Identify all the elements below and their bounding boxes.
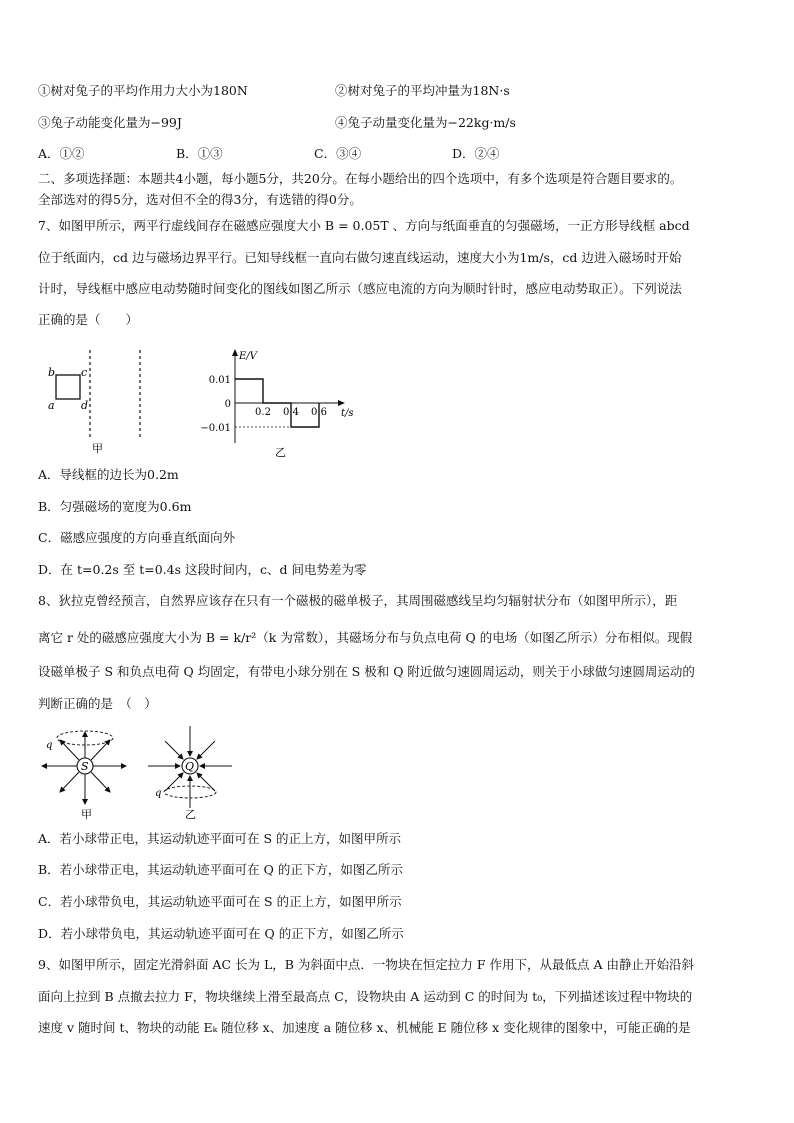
q7-option-a: A．导线框的边长为0.2m — [38, 467, 179, 482]
q8-stem-line3: 设磁单极子 S 和负点电荷 Q 均固定，有带电小球分别在 S 极和 Q 附近做匀速圆周运动，则关于小球做匀速圆周运动的 — [38, 664, 695, 679]
x-axis-label: t/s — [341, 408, 354, 419]
q6-statement-1: ①树对兔子的平均作用力大小为180N — [38, 83, 248, 98]
x-tick-0-6: 0.6 — [311, 407, 327, 418]
q6-choice-d: D．②④ — [452, 146, 500, 161]
q7-option-b: B．匀强磁场的宽度为0.6m — [38, 499, 192, 514]
label-q-yi: q — [155, 788, 162, 799]
square-wire-frame — [56, 375, 80, 399]
q6-statement-2: ②树对兔子的平均冲量为18N·s — [335, 83, 510, 98]
q9-stem-line1: 9、如图甲所示，固定光滑斜面 AC 长为 L，B 为斜面中点．一物块在恒定拉力 F 作用下，从最低点 A 由静止开始沿斜 — [38, 957, 695, 972]
q8-stem-line2: 离它 r 处的磁感应强度大小为 B = k/r²（k 为常数），其磁场分布与负点电荷 Q 的电场（如图乙所示）分布相似。现假 — [38, 630, 693, 645]
q7-option-d: D．在 t=0.2s 至 t=0.4s 这段时间内，c、d 间电势差为零 — [38, 562, 367, 577]
label-q-jia: q — [46, 740, 53, 751]
section2-heading-line1: 二、多项选择题：本题共4小题，每小题5分，共20分。在每小题给出的四个选项中，有多个选项是符合题目要求的。 — [38, 171, 683, 186]
label-d: d — [81, 399, 89, 412]
label-b: b — [48, 366, 56, 379]
q8-option-b: B．若小球带正电，其运动轨迹平面可在 Q 的正下方，如图乙所示 — [38, 862, 403, 877]
caption-jia-q8: 甲 — [81, 808, 92, 821]
label-s: S — [81, 760, 89, 773]
q6-statement-4: ④兔子动量变化量为−22kg·m/s — [335, 115, 516, 130]
charge-q-figure — [148, 726, 232, 821]
q7-stem-line2: 位于纸面内，cd 边与磁场边界平行。已知导线框一直向右做匀速直线运动，速度大小为1m/s，cd 边进入磁场时开始 — [38, 250, 682, 265]
q8-stem-line4: 判断正确的是 （ ） — [38, 696, 157, 711]
q7-figure-jia — [40, 345, 160, 460]
q9-stem-line3: 速度 v 随时间 t、物块的动能 Eₖ 随位移 x、加速度 a 随位移 x、机械能 E 随位移 x 变化规律的图象中，可能正确的是 — [38, 1020, 691, 1035]
q7-stem-line3: 计时，导线框中感应电动势随时间变化的图线如图乙所示（感应电流的方向为顺时针时，感应电动势取正）。下列说法 — [38, 281, 682, 296]
q8-option-d: D．若小球带负电，其运动轨迹平面可在 Q 的正下方，如图乙所示 — [38, 926, 404, 941]
q8-figures — [38, 722, 248, 822]
q6-choice-a: A．①② — [38, 146, 85, 161]
label-Q: Q — [185, 760, 195, 773]
q9-stem-line2: 面向上拉到 B 点撤去拉力 F，物块继续上滑至最高点 C，设物块由 A 运动到 C 的时间为 t₀，下列描述该过程中物块的 — [38, 989, 693, 1004]
q6-choice-c: C．③④ — [314, 146, 362, 161]
section2-heading-line2: 全部选对的得5分，选对但不全的得3分，有选错的得0分。 — [38, 192, 362, 207]
q6-statement-3: ③兔子动能变化量为−99J — [38, 115, 182, 130]
caption-yi-q8: 乙 — [185, 808, 196, 821]
q8-stem-line1: 8、狄拉克曾经预言，自然界应该存在只有一个磁极的磁单极子，其周围磁感线呈均匀辐射状分布（如图甲所示），距 — [38, 593, 678, 608]
caption-yi: 乙 — [275, 446, 286, 459]
x-axis-arrow — [338, 400, 345, 406]
caption-jia: 甲 — [92, 442, 103, 455]
x-tick-0-4: 0.4 — [283, 407, 299, 418]
q7-option-c: C．磁感应强度的方向垂直纸面向外 — [38, 530, 236, 545]
y-tick-zero: 0 — [224, 399, 231, 410]
label-a: a — [48, 399, 55, 412]
y-axis-arrow — [232, 349, 238, 356]
q8-option-c: C．若小球带负电，其运动轨迹平面可在 S 的正上方，如图甲所示 — [38, 894, 402, 909]
y-tick-neg: −0.01 — [200, 423, 231, 434]
y-tick-pos: 0.01 — [208, 375, 231, 386]
x-tick-0-2: 0.2 — [255, 407, 271, 418]
y-axis-label: E/V — [239, 351, 257, 362]
q8-option-a: A．若小球带正电，其运动轨迹平面可在 S 的正上方，如图甲所示 — [38, 831, 402, 846]
q7-stem-line1: 7、如图甲所示，两平行虚线间存在磁感应强度大小 B = 0.05T 、方向与纸面垂直的匀强磁场，一正方形导线框 abcd — [38, 218, 690, 233]
q7-figure-yi-graph — [195, 345, 370, 460]
monopole-s-figure — [42, 731, 126, 821]
q6-choice-b: B．①③ — [176, 146, 223, 161]
label-c: c — [81, 366, 88, 379]
q7-stem-line4: 正确的是（ ） — [38, 312, 139, 327]
